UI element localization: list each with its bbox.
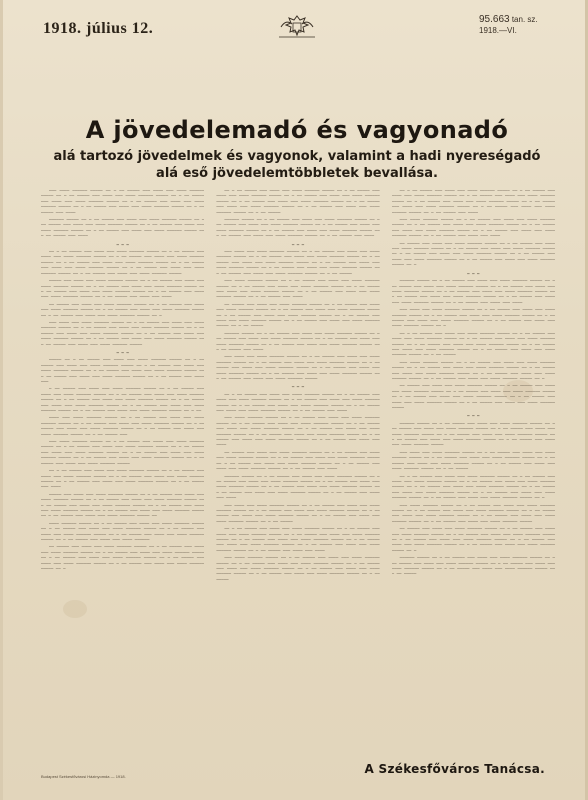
body-paragraph: ——— ———— —————— ————— —— — —— ————— ——— ———— ——— ———— —————— ————— —— — —— ————— ——— ———— ——— ———— —————— ————— —— — —— ————— ——— ———— ——— ———— —————— ————— —— — —— ————— ——— ———— ——— ———— —————— ————— —— — —— ————— ——— ———— [216, 278, 380, 300]
coat-of-arms-icon [275, 13, 319, 41]
text-column-left [41, 188, 204, 743]
body-paragraph: —————— ————— —— — —— ————— ——— ———— ——— ———— —————— ————— —— — —— ————— ——— ———— ——— ———— —————— ————— —— — —— ————— ——— ———— ——— ———— —————— ————— —— — —— ————— ——— ———— ——— ———— —————— ————— —— — —— ————— ——— ———— ——— ———— —————— ————— —— — —— ————— ——— ———— ——— ———— —————— ————— —— — —— ————— ——— ———— ——— ———— [391, 278, 555, 305]
body-paragraph: ——— ———— —————— ————— —— — —— ————— ——— ———— ——— ———— —————— ————— —— — —— ————— ——— ———— ——— ———— —————— ————— —— — —— ————— ——— ———— ——— ———— —————— ————— —— — —— ————— ——— ———— ——— ———— —————— ————— —— — —— ————— ——— ———— ——— ———— —————— ————— —— — [391, 359, 555, 381]
body-paragraph: ——— ———— ——— ———— —————— ————— —— — —— ————— ——— ———— ——— ———— —————— ————— —— — —— ————— ——— ———— ——— ———— —————— ————— —— — —— ————— ——— ———— ——— ———— —————— ————— —— — —— ————— ——— ———— ——— ———— —————— ————— —— — [391, 307, 555, 329]
body-paragraph: ———— ——— ———— —————— ————— —— — —— ————— ——— ———— ——— ———— —————— ————— —— — —— ————— ——— ———— ——— ———— —————— ————— —— — —— ————— ——— ———— ——— ———— —————— ————— —— — —— ————— ——— ———— ——— ———— —————— ————— —— — —— ————— ——— [41, 415, 205, 437]
body-paragraph: —— — —— ————— ——— ———— ——— ———— —————— ————— —— — —— ————— ——— ———— ——— ———— —————— ————— —— — —— ————— ——— ———— ——— ———— —————— ————— —— — —— ————— ——— ———— ——— ———— —————— ————— —— — —— ————— ——— ———— ——— ———— —————— ————— —— — —— ————— ——— ———— ——— ———— —————— ————— —— — —— ————— ——— ———— ——— ———— —————— ————— —— — [391, 473, 555, 501]
body-paragraph: —— ————— ——— ———— ——— ———— —————— ————— —— — —— ————— ——— ———— ——— ———— —————— ————— —— — —— ————— ——— ———— ——— ———— —————— ————— —— — —— ————— ——— ———— ——— ———— —————— ————— —— — —— ————— ——— ———— ——— ———— —————— ————— —— — —— ————— ——— ———— ——— ———— —————— ————— —— — [41, 544, 205, 571]
section-divider: — — — [116, 349, 129, 355]
body-paragraph: —— — —— ————— ——— ———— ——— ———— —————— ————— —— — —— ————— ——— ———— ——— ———— —————— ————— —— — —— ————— ——— ———— ——— ———— —————— ————— —— — —— ————— ——— ———— ——— ———— —————— ————— —— — —— ————— ——— ———— ——— ———— —————— ————— —— — —— ————— ——— ———— ——— ———— —————— ————— —— — —— ————— [391, 330, 555, 358]
body-paragraph: —————— ————— —— — —— ————— ——— ———— ——— ———— —————— ————— —— — —— ————— ——— ———— ——— ———— —————— ————— —— — —— ————— ——— ———— ——— ———— —————— ————— —— — —— ————— ——— ———— ——— ———— —————— ————— —— — —— ————— ——— ———— ——— ———— —————— ————— —— — —— ————— ——— ———— [216, 217, 380, 239]
body-paragraph: —— — —— ————— ——— ———— ——— ———— —————— ————— —— — —— ————— ——— ———— ——— ———— —————— ————— —— — —— ————— ——— ———— ——— ———— —————— ————— —— — —— ————— ——— ———— ——— ———— —————— ————— —— — —— ————— ——— ———— ——— ———— —————— ————— —— — —— ————— ——— ———— ——— ———— —————— ————— —— — —— ————— ——— ———— ——— ———— —————— ————— [41, 249, 205, 276]
body-paragraph: — —— ————— ——— ———— ——— ———— —————— ————— —— — —— ————— ——— ———— ——— ———— —————— ————— —— — —— ————— ——— ———— ——— ———— —————— ————— —— — —— ————— ——— ———— ——— ———— —————— ————— —— — —— ————— ——— ———— ——— ———— —————— ————— —— — —— ————— ——— ———— ——— ———— —————— ————— —— — —— ————— ——— ———— ——— ———— —————— ————— —— — —— [41, 386, 205, 414]
body-paragraph: —— — —— ————— ——— ———— ——— ———— —————— ————— —— — —— ————— ——— ———— ——— ———— —————— ————— —— — —— ————— ——— ———— ——— ———— —————— ————— —— — —— ————— ——— ———— ——— ———— —————— ————— —— — —— ————— ——— ———— ——— ———— —————— ————— —— — —— ————— ——— ———— [216, 391, 380, 414]
reg-suffix: tan. sz. [511, 15, 538, 24]
body-paragraph: —— — —— ————— ——— ———— ——— ———— —————— ————— —— — —— ————— ——— ———— ——— ———— —————— ————— —— — —— ————— ——— ———— ——— ———— —————— ————— —— — —— ————— ——— ———— ——— ———— —————— ————— —— — —— ————— ——— ———— ——— ———— —————— ————— —— — —— ————— ——— ———— ——— ———— —————— ————— —— — —— ————— ——— ———— ——— ———— [216, 526, 380, 553]
body-paragraph: ———— —————— ————— —— — —— ————— ——— ———— ——— ———— —————— ————— —— — —— ————— ——— ———— ——— ———— —————— ————— —— — —— ————— ——— ———— ——— ———— —————— ————— —— — —— ————— ——— ———— ——— ———— —————— ————— —— — —— ————— ——— ———— ——— ———— —————— [41, 520, 205, 542]
body-paragraph: ——— ———— —————— ————— —— — —— ————— ——— ———— ——— ———— —————— ————— —— — —— ————— ——— ———— ——— ———— —————— ————— —— — —— ————— ——— ———— ——— ———— —————— ————— —— — —— ————— ——— ———— ——— ———— —————— ————— —— — —— ————— ——— ———— ——— ———— —————— ————— —— — —— ————— ——— ———— ——— ———— —————— ————— —— — —— ————— ——— ———— ——— ———— [216, 415, 380, 448]
section-divider: — — — [467, 413, 480, 419]
reg-number: 95.663 [479, 14, 510, 25]
body-paragraph: ——— ———— —————— ————— —— — —— ————— ——— ———— ——— ———— —————— ————— —— — —— ————— ——— ———— ——— ———— —————— ————— —— — —— ————— ——— ———— ——— ———— —————— ————— —— — —— ————— ——— ———— ——— ———— —————— ————— —— — —— ————— ——— ———— ——— ———— —————— ————— [391, 502, 555, 524]
body-paragraph: ——— ———— ——— ———— —————— ————— —— — —— ————— ——— ———— ——— ———— —————— ————— —— — —— ————— ——— ———— ——— ———— —————— ————— —— — —— ————— ——— ———— ——— ———— —————— ————— —— — —— ————— ——— ———— ——— ———— —————— ————— —— — —— ————— ——— ———— ——— ———— —————— ————— —— — —— ————— ——— ———— ——— ———— —————— ————— —— — —— ————— [216, 249, 380, 276]
poster-date: 1918. július 12. [43, 20, 154, 37]
reg-year: 1918.—VI. [479, 26, 517, 35]
body-paragraph: —— ————— ——— ———— ——— ———— —————— ————— —— — —— ————— ——— ———— ——— ———— —————— ————— —— — —— ————— ——— ———— ——— ———— —————— ————— —— — —— ————— ——— ———— ——— ———— —————— ————— —— — —— ————— ——— ———— ——— ———— —————— ————— —— — —— ————— ——— ———— ——— ———— —————— ————— —— — [391, 240, 555, 268]
body-paragraph: ——— ———— ——— ———— —————— ————— —— — —— ————— ——— ———— ——— ———— —————— ————— —— — —— ————— ——— ———— ——— ———— —————— ————— —— — —— ————— ——— ———— ——— ———— —————— ————— —— — —— ————— ——— ———— ——— ———— —————— ————— —— — —— ————— [391, 449, 555, 472]
library-stamp [551, 62, 573, 65]
body-paragraph: ————— ——— ———— ——— ———— —————— ————— —— — —— ————— ——— ———— ——— ———— —————— ————— —— — —— ————— ——— ———— ——— ———— —————— ————— —— — —— ————— ——— ———— ——— ———— —————— ————— —— — —— ————— ——— ———— ——— ———— —————— ————— —— — —— ————— ——— ———— ——— ———— —————— ————— —— — —— ————— ——— ———— ——— ———— —————— ————— —— [41, 491, 205, 519]
body-text-columns [41, 188, 555, 743]
section-divider: — — — [467, 270, 480, 276]
body-paragraph: ——— ———— —————— ————— —— — —— ————— ——— ———— ——— ———— —————— ————— —— — —— ————— ——— ———— ——— ———— —————— ————— —— — —— ————— ——— ———— ——— ———— —————— ————— —— — —— ————— ——— ———— ——— ———— —————— ————— —— — —— ————— ——— ———— ——— ———— —————— ————— —— — —— ————— [216, 555, 380, 582]
body-paragraph: —————— ————— —— — —— ————— ——— ———— ——— ———— —————— ————— —— — —— ————— ——— ———— ——— ———— —————— ————— —— — —— ————— ——— ———— ——— ———— —————— ————— —— — —— ————— ——— ———— ——— ———— —————— ————— —— — —— ————— ——— ———— ——— ———— —————— ————— —— — —— ————— ——— ———— ——— ———— [216, 473, 380, 501]
body-paragraph: ——— ———— ——— ———— —————— ————— —— — —— ————— ——— ———— ——— ———— —————— ————— —— — —— ————— ——— ———— ——— ———— —————— ————— —— — —— ————— ——— ———— ——— ———— —————— ————— —— — —— ————— ——— ———— ——— ———— —————— ————— —— — —— ————— ——— ———— ——— ———— —————— ————— —— — —— ————— ——— ———— ——— ———— —————— ————— [216, 354, 380, 381]
section-divider: — — — [291, 384, 305, 390]
body-paragraph: ——— ———— —————— ————— —— — —— ————— ——— ———— ——— ———— —————— ————— —— — —— ————— ——— ———— ——— ———— —————— ————— —— — —— ————— ——— ———— ——— ———— —————— ————— —— — —— ————— ——— ———— ——— ———— —————— ————— —— — —— ————— ——— ———— ——— ———— [391, 217, 555, 239]
body-paragraph: ——— ———— —————— ————— —— — —— ————— ——— ———— ——— ———— —————— ————— —— — —— ————— ——— ———— ——— ———— —————— ————— —— — —— ————— ——— ———— ——— ———— —————— ————— —— — —— ————— ——— ———— ——— ———— —————— ————— —— — —— ————— ——— ———— ——— ———— —————— ————— —— — —— ————— ——— ———— ——— ———— —————— ————— [41, 439, 205, 466]
body-paragraph: —— — —— ————— ——— ———— ——— ———— —————— ————— —— — —— ————— ——— ———— ——— ———— —————— ————— —— — —— ————— ——— ———— ——— ———— —————— ————— —— — —— ————— ——— ———— ——— ———— —————— ————— —— — —— ————— ——— ———— [41, 468, 205, 490]
body-paragraph: ——— ———— ——— ———— —————— ————— —— — —— ————— ——— ———— ——— ———— —————— ————— —— — —— ————— ——— ———— ——— ———— —————— ————— —— — —— ————— ——— ———— ——— ———— —————— ————— —— — —— ————— ——— ———— ——— ———— —————— ————— —— — —— ————— [216, 502, 380, 524]
body-paragraph: ——— ———— —————— ————— —— — —— ————— ——— ———— ——— ———— —————— ————— —— — —— ————— ——— ———— ——— ———— —————— ————— —— — —— ————— ——— ———— ——— ———— —————— ————— —— — —— ————— ——— ———— ——— ———— —————— ————— —— — —— ————— ——— ———— ——— ———— —————— ————— —— — —— ————— ——— ———— [41, 188, 205, 215]
section-divider: — — — [116, 241, 129, 247]
body-paragraph: —————— ————— —— — —— ————— ——— ———— ——— ———— —————— ————— —— — —— ————— ——— ———— ——— ———— —————— ————— —— — —— ————— ——— ———— ——— ———— —————— ————— —— — —— ————— ——— ———— ——— ———— —————— ————— —— — —— ————— ——— ———— [216, 330, 380, 352]
poster-title: A jövedelemadó és vagyonadó [85, 116, 509, 144]
registry-number [479, 14, 538, 36]
body-paragraph: ——— ———— ——— ———— —————— ————— —— — —— ————— ——— ———— ——— ———— —————— ————— —— — —— ————— ——— ———— ——— ———— —————— ————— —— — —— ————— ——— ———— ——— ———— —————— ————— —— — —— ————— ——— ———— ——— ———— —————— ————— —— — —— ————— ——— ———— ——— ———— —————— ————— —— — —— ————— ——— ———— ——— ———— —————— ————— [41, 319, 205, 347]
printer-imprint: Budapest Székesfővárosi Házinyomda — 1918. [41, 774, 126, 779]
body-paragraph: —— ————— ——— ———— ——— ———— —————— ————— —— — —— ————— ——— ———— ——— ———— —————— ————— —— — —— ————— ——— ———— ——— ———— —————— ————— —— — —— ————— ——— ———— ——— ———— —————— ————— —— — —— ————— ——— ———— ——— ———— —————— ————— —— — —— ————— ——— ———— ——— ———— —————— ————— [391, 383, 555, 411]
text-column-middle [216, 188, 379, 743]
poster-subtitle: alá tartozó jövedelmek és vagyonok, valamint a hadi nyereségadó alá eső jövedelemtöbbletek bevallása. [53, 149, 541, 181]
body-paragraph: —————— ————— —— — —— ————— ——— ———— ——— ———— —————— ————— —— — —— ————— ——— ———— ——— ———— —————— ————— —— — —— ————— ——— ———— ——— ———— —————— ————— —— — —— ————— ——— ———— ——— ———— —————— ————— —— — —— ————— [391, 555, 555, 577]
body-paragraph: —————— ————— —— — —— ————— ——— ———— ——— ———— —————— ————— —— — —— ————— ——— ———— ——— ———— —————— ————— —— — —— ————— ——— ———— ——— ———— —————— ————— —— — —— ————— ——— ———— ——— ———— —————— ————— —— — —— ————— ——— ———— [41, 217, 205, 239]
body-paragraph: —————— ————— —— — —— ————— ——— ———— ——— ———— —————— ————— —— — —— ————— ——— ———— ——— ———— —————— ————— —— — —— ————— ——— ———— ——— ———— —————— ————— —— — —— ————— ——— ———— ——— ———— —————— ————— —— — —— ————— ——— ———— ——— ———— —————— ————— —— — —— ————— ——— ———— ——— ———— —————— ————— [391, 420, 555, 448]
issuer-signature: A Székesfőváros Tanácsa. [364, 762, 545, 776]
body-paragraph: ————— ——— ———— ——— ———— —————— ————— —— — —— ————— ——— ———— ——— ———— —————— ————— —— — —— ————— ——— ———— ——— ———— —————— ————— —— — —— ————— ——— ———— ——— ———— —————— ————— —— — —— ————— ——— ———— ——— ———— —————— ————— —— — —— ————— ——— ———— ——— ———— [41, 278, 205, 300]
body-paragraph: —— ————— ——— ———— ——— ———— —————— ————— —— — —— ————— ——— ———— ——— ———— —————— ————— —— — —— ————— ——— ———— ——— ———— —————— ————— —— — —— ————— ——— ———— ——— ———— —————— ————— —— — —— ————— ——— ———— ——— ———— —————— ————— —— — —— ————— ——— ———— [216, 449, 380, 472]
body-paragraph: ————— —— — —— ————— ——— ———— ——— ———— —————— ————— —— — —— ————— ——— ———— ——— ———— —————— ————— —— — —— ————— ——— ———— ——— ———— —————— ————— —— — —— ————— ——— ———— ——— ———— —————— ————— —— — —— ————— ——— ———— ——— ———— —————— ————— —— — —— ————— ——— ———— ——— [41, 357, 205, 384]
section-divider: — — — [291, 241, 305, 247]
body-paragraph: —— ————— ——— ———— ——— ———— —————— ————— —— — —— ————— ——— ———— ——— ———— —————— ————— —— — —— ————— ——— ———— ——— ———— —————— ————— —— — —— ————— ——— ———— ——— ———— —————— ————— —— — —— ————— ——— ———— ——— ———— —————— ————— —— — —— ————— ——— ———— ——— ———— —————— ————— —— — —— ————— [216, 301, 380, 329]
body-paragraph: —— — —— ————— ——— ———— ——— ———— —————— ————— —— — —— ————— ——— ———— ——— ———— —————— ————— —— — —— ————— ——— ———— ——— ———— —————— ————— —— — —— ————— ——— ———— ——— ———— —————— ————— —— — —— ————— ——— ———— ——— ———— —————— ————— —— — —— ————— ——— ———— ——— ———— —————— ————— —— — —— ————— [216, 188, 380, 215]
body-paragraph: —— ————— ——— ———— ——— ———— —————— ————— —— — —— ————— ——— ———— ——— ———— —————— ————— —— — —— ————— ——— ———— ——— ———— —————— ————— —— — —— ————— ——— ———— ——— ———— —————— ————— —— — [41, 301, 205, 318]
body-paragraph: —— — —— ————— ——— ———— ——— ———— —————— ————— —— — —— ————— ——— ———— ——— ———— —————— ————— —— — —— ————— ——— ———— ——— ———— —————— ————— —— — —— ————— ——— ———— ——— ———— —————— ————— —— — —— ————— ——— ———— ——— ———— —————— ————— —— — —— ————— ——— ———— ——— ———— —————— ————— —— — —— ————— ——— ———— [391, 188, 555, 215]
body-paragraph: —— ————— ——— ———— ——— ———— —————— ————— —— — —— ————— ——— ———— ——— ———— —————— ————— —— — —— ————— ——— ———— ——— ———— —————— ————— —— — —— ————— ——— ———— ——— ———— —————— ————— —— — —— ————— ——— ———— ——— ———— —————— ————— —— — —— ————— ——— ———— ——— ———— —————— ————— —— — [391, 526, 555, 553]
text-column-right [392, 188, 555, 743]
